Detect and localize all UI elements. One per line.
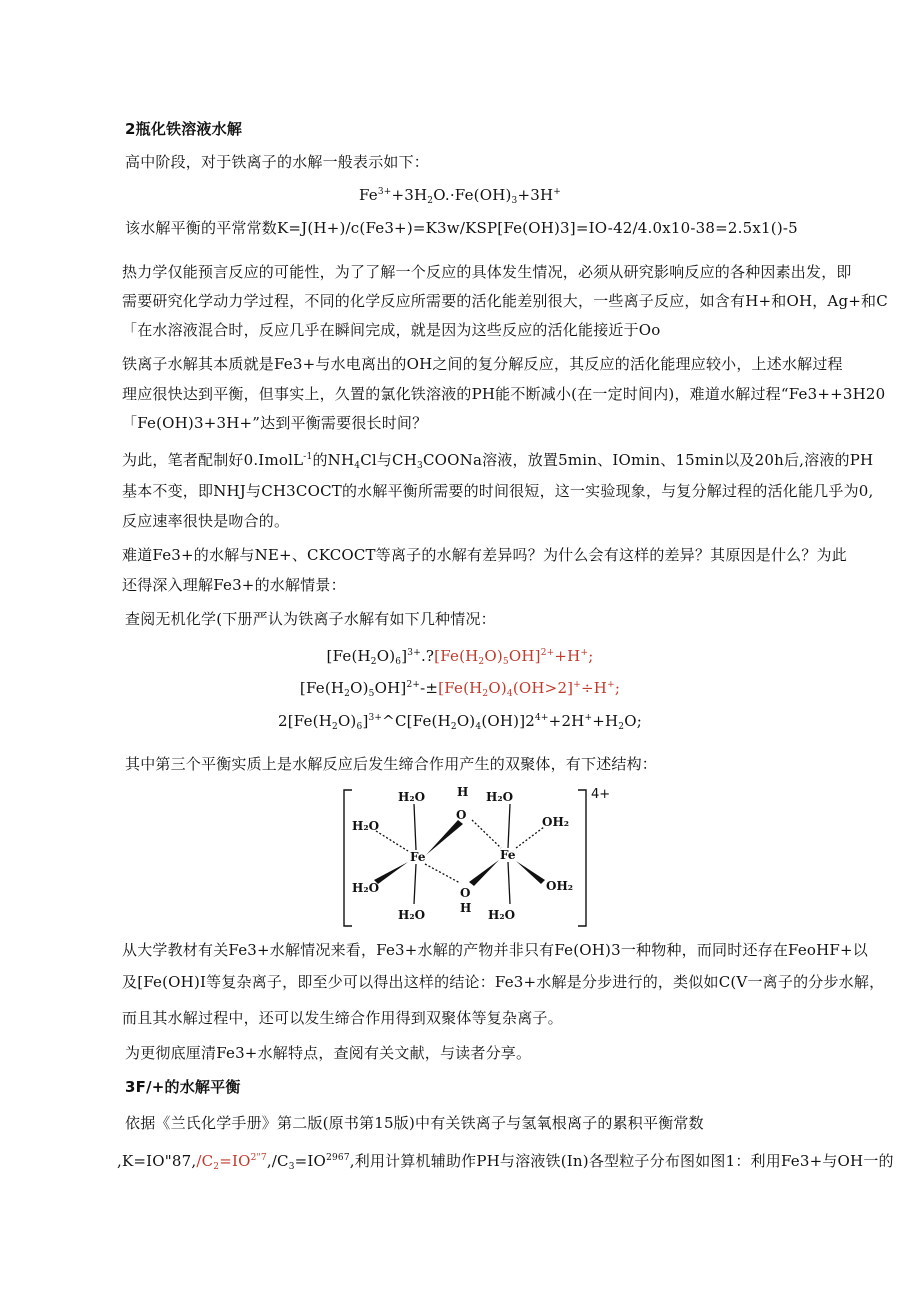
section-2-heading: 2瓶化铁溶液水解: [125, 120, 243, 138]
reaction-2: $[Fe(H_2O)_5OH]^{2+}-\pm[Fe(H_2O)_4(OH>2]^+\div H^+$;: [299, 679, 621, 699]
charge-label: 4+: [591, 787, 611, 802]
oh2-upper-right: OH₂: [542, 815, 570, 829]
h2o-lower-left: H₂O: [352, 881, 380, 895]
paragraph-7-line-2: 及[Fe(OH)I等复杂离子，即至少可以得出这样的结论：Fe3+水解是分步进行的，类似如C(V一离子的分步水解，: [122, 973, 885, 991]
reaction-1: $[Fe(H_2O)_6]^{3+}.?[Fe(H_2O)_5OH]^{2+}+H^+$;: [326, 647, 594, 667]
bond-fe1-bridge-bottom: [425, 864, 460, 883]
section-3-heading: 3F/+的水解平衡: [125, 1078, 241, 1096]
paragraph-7-line-1: 从大学教材有关Fe3+水解情况来看，Fe3+水解的产物并非只有Fe(OH)3一种物种，而同时还存在FeoHF+以: [122, 941, 868, 959]
right-bracket: [578, 790, 586, 926]
wedge-fe2-bridge-bottom: [469, 860, 499, 886]
fe-right: Fe: [500, 848, 516, 862]
paragraph-1-line-2: 需要研究化学动力学过程，不同的化学反应所需要的活化能差别很大，一些离子反应，如含有H+和OH，Ag+和C: [122, 292, 888, 310]
paragraph-4-line-2: 还得深入理解Fe3+的水解情景：: [122, 576, 346, 594]
paragraph-3-line-2: 基本不变，即NHJ与CH3COCT的水解平衡所需要的时间很短，这一实验现象，与复分解过程的活化能几乎为0,: [122, 482, 874, 500]
equilibrium-constant: 该水解平衡的平常常数K=J(H+)/c(Fe3+)=K3w/KSP[Fe(OH)3]=IO-42/4.0x10-38=2.5x1()-5: [125, 219, 798, 237]
dimer-structure-figure: [342, 784, 632, 934]
paragraph-2-line-1: 铁离子水解其本质就是Fe3+与水电离出的OH之间的复分解反应，其反应的活化能理应较小，上述水解过程: [122, 355, 843, 373]
wedge-fe1-lower-left: [374, 862, 408, 884]
fe-left: Fe: [410, 850, 426, 864]
oh2-lower-right: OH₂: [546, 879, 574, 893]
wedge-fe1-bridge-top: [426, 820, 463, 855]
bond-fe2-upper-right: [516, 827, 544, 848]
paragraph-1-line-3: 「在水溶液混合时，反应几乎在瞬间完成，就是因为这些反应的活化能接近于Oo: [122, 321, 661, 339]
h2o-bottom-left: H₂O: [398, 908, 426, 922]
bond-fe2-bottom: [508, 862, 510, 904]
h2o-bottom-right: H₂O: [488, 908, 516, 922]
intro-text: 高中阶段，对于铁离子的水解一般表示如下：: [125, 153, 430, 171]
paragraph-5: 查阅无机化学(下册严认为铁离子水解有如下几种情况：: [125, 610, 496, 628]
paragraph-3-line-1: 为此，笔者配制好0.ImolL$^{-1}$的$NH_4Cl$与$CH_3COONa$溶液，放置5min、IOmin、15min以及20h后,溶液的PH: [122, 451, 874, 471]
bond-fe2-top: [508, 804, 510, 848]
paragraph-3-line-3: 反应速率很快是吻合的。: [122, 512, 290, 530]
h2o-upper-left: H₂O: [352, 819, 380, 833]
hydrolysis-equation: $Fe^{3+}+3H_2O.\cdot Fe(OH)_3+3H^+$: [358, 186, 562, 206]
wedge-fe2-lower-right: [516, 861, 545, 884]
paragraph-2-line-2: 理应很快达到平衡，但事实上，久置的氯化铁溶液的PH能不断减小(在一定时间内)，难道水解过程“Fe3++3H20: [122, 385, 886, 403]
bridge-bottom-h: H: [460, 901, 472, 915]
section-3-line-1: 依据《兰氏化学手册》第二版(原书第15版)中有关铁离子与氢氧根离子的累积平衡常数: [125, 1114, 704, 1132]
paragraph-6: 其中第三个平衡实质上是水解反应后发生缔合作用产生的双聚体，有下述结构：: [125, 755, 658, 773]
paragraph-2-line-3: 「Fe(OH)3+3H+”达到平衡需要很长时间？: [122, 414, 428, 432]
bridge-top-o: O: [456, 808, 467, 822]
paragraph-1-line-1: 热力学仅能预言反应的可能性，为了了解一个反应的具体发生情况，必须从研究影响反应的各种因素出发，即: [122, 263, 852, 281]
h2o-top-right: H₂O: [486, 790, 514, 804]
bond-fe1-bottom: [414, 864, 416, 904]
bond-fe1-top: [414, 804, 416, 850]
paragraph-8: 为更彻底厘清Fe3+水解特点，查阅有关文献，与读者分享。: [125, 1044, 532, 1062]
paragraph-7-line-3: 而且其水解过程中，还可以发生缔合作用得到双聚体等复杂离子。: [122, 1009, 563, 1027]
reaction-3: $2[Fe(H_2O)_6]^{3+}\^{}C[Fe(H_2O)_4(OH)]2^{4+}+2H^++H_2O$;: [278, 712, 642, 732]
paragraph-4-line-1: 难道Fe3+的水解与NE+、CKCOCT等离子的水解有差异吗？为什么会有这样的差异？其原因是什么？为此: [122, 546, 847, 564]
left-bracket: [344, 790, 352, 926]
bridge-top-h: H: [457, 785, 469, 799]
bond-fe2-bridge-top: [472, 820, 501, 848]
bridge-bottom-o: O: [460, 886, 471, 900]
h2o-top-left: H₂O: [398, 790, 426, 804]
section-3-line-2: $,K=IO"87,/C_2=IO^{2"7},/C_3=IO^{2967}$,利用计算机辅助作PH与溶液铁(In)各型粒子分布图如图1：利用Fe3+与OH一的: [117, 1152, 894, 1172]
bond-fe1-upper-left: [376, 831, 408, 851]
